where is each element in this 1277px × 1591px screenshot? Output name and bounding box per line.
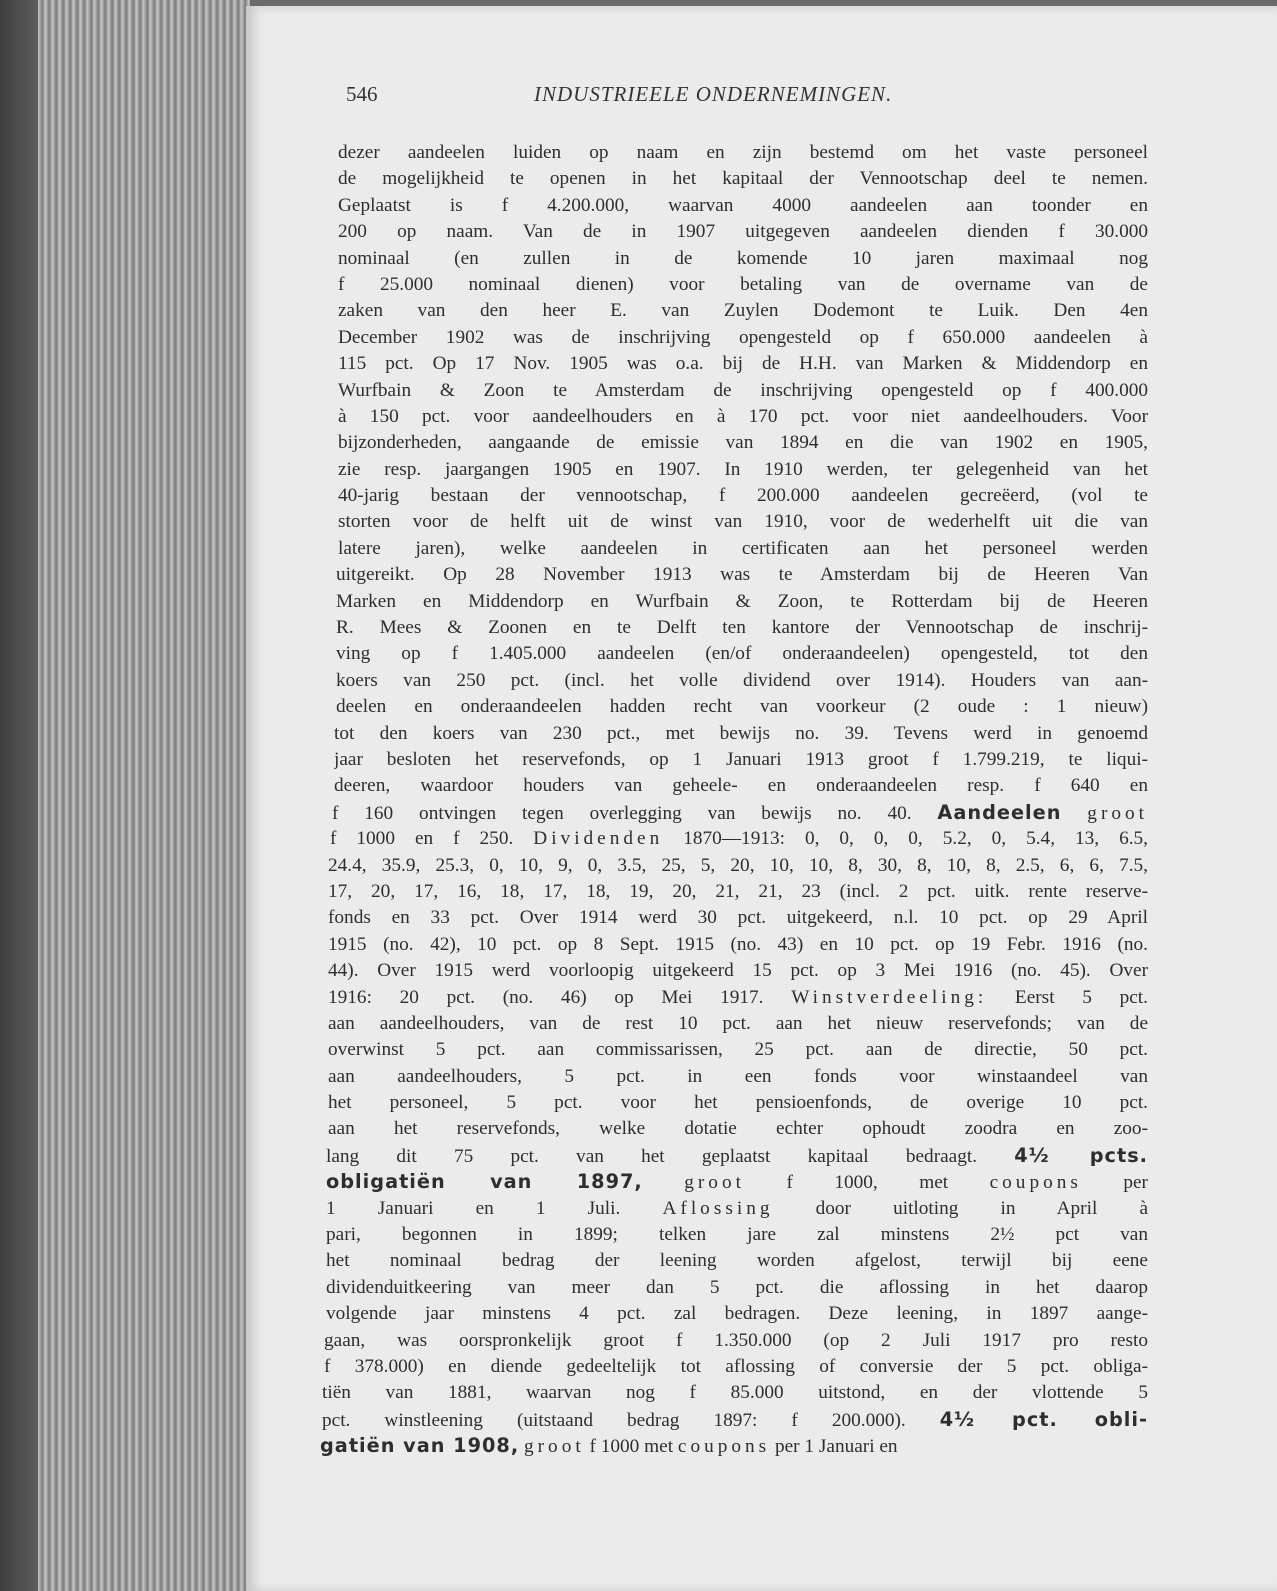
text-run: jaar besloten het reservefonds, op 1 Januari 1913 groot f 1.799.219, te liqui- bbox=[334, 748, 1148, 770]
text-run: 17, 20, 17, 16, 18, 17, 18, 19, 20, 21, 21, 23 (incl. 2 pct. uitk. rente reserve- bbox=[328, 880, 1148, 902]
text-line bbox=[338, 536, 1148, 562]
running-title: INDUSTRIEELE ONDERNEMINGEN. bbox=[534, 82, 893, 106]
text-run: Geplaatst is f 4.200.000, waarvan 4000 aandeelen aan toonder en bbox=[338, 194, 1148, 216]
text-line bbox=[338, 140, 1148, 166]
text-line bbox=[328, 958, 1148, 984]
page-number: 546 bbox=[346, 82, 378, 106]
text-run: f 378.000) en diende gedeeltelijk tot aflossing of conversie der 5 pct. obliga- bbox=[324, 1355, 1148, 1377]
text-line bbox=[338, 457, 1148, 483]
spaced-term: Aflossing bbox=[662, 1197, 774, 1219]
text-run: f 1000, met bbox=[744, 1172, 990, 1194]
spaced-term: groot bbox=[684, 1172, 745, 1194]
text-line bbox=[338, 404, 1148, 430]
book-spine-shadow bbox=[0, 0, 38, 1591]
text-line bbox=[338, 166, 1148, 192]
spaced-term: groot bbox=[524, 1436, 585, 1458]
text-run: zie resp. jaargangen 1905 en 1907. In 1910 werden, ter gelegenheid van het bbox=[338, 458, 1148, 480]
text-run: bijzonderheden, aangaande de emissie van 1894 en die van 1902 en 1905, bbox=[338, 432, 1148, 454]
text-line bbox=[338, 325, 1148, 351]
text-run: dividenduitkeering van meer dan 5 pct. die aflossing in het daarop bbox=[326, 1276, 1148, 1298]
text-run: dezer aandeelen luiden op naam en zijn bestemd om het vaste personeel bbox=[338, 142, 1148, 163]
text-run: de mogelijkheid te openen in het kapitaal der Vennootschap deel te nemen. bbox=[338, 168, 1148, 190]
text-run: f 1000 en f 250. bbox=[330, 828, 534, 850]
text-run: f 1000 met bbox=[584, 1436, 678, 1458]
text-run: 1915 (no. 42), 10 pct. op 8 Sept. 1915 (no. 43) en 10 pct. op 19 Febr. 1916 (no. bbox=[328, 933, 1148, 955]
text-run: 24.4, 35.9, 25.3, 0, 10, 9, 0, 3.5, 25, 5, 20, 10, 10, 8, 30, 8, 10, 8, 2.5, 6, 6, 7.5, bbox=[328, 854, 1148, 876]
text-line bbox=[336, 668, 1148, 694]
text-line bbox=[328, 853, 1148, 879]
spaced-term: coupons bbox=[677, 1436, 771, 1458]
text-run: het nominaal bedrag der leening worden afgelost, terwijl bij eene bbox=[326, 1250, 1148, 1272]
text-line bbox=[326, 1222, 1148, 1248]
text-line bbox=[324, 1354, 1148, 1380]
text-line bbox=[328, 1064, 1148, 1090]
text-line bbox=[338, 378, 1148, 404]
text-line bbox=[320, 1433, 1148, 1459]
text-line bbox=[338, 272, 1148, 298]
body-text bbox=[320, 140, 1148, 1460]
text-line bbox=[334, 747, 1148, 773]
text-run: f 25.000 nominaal dienen) voor betaling van de overname van de bbox=[338, 273, 1148, 295]
text-run: Wurfbain & Zoon te Amsterdam de inschrijving opengesteld op f 400.000 bbox=[338, 379, 1148, 401]
text-run: 1870—1913: 0, 0, 0, 0, 5.2, 0, 5.4, 13, 6.5, bbox=[663, 828, 1148, 850]
text-line bbox=[338, 219, 1148, 245]
text-line bbox=[328, 1116, 1148, 1142]
text-line bbox=[326, 1143, 1148, 1169]
text-run: latere jaren), welke aandeelen in certificaten aan het personeel werden bbox=[338, 537, 1148, 559]
text-run: 1 Januari en 1 Juli. bbox=[326, 1197, 663, 1219]
text-run: 44). Over 1915 werd voorloopig uitgekeerd 15 pct. op 3 Mei 1916 (no. 45). Over bbox=[328, 960, 1148, 982]
text-run: lang dit 75 pct. van het geplaatst kapitaal bedraagt. bbox=[326, 1145, 1015, 1167]
text-run: pari, begonnen in 1899; telken jare zal minstens 2½ pct van bbox=[326, 1224, 1148, 1246]
spaced-term: Winstverdeeling: bbox=[791, 986, 988, 1008]
text-line bbox=[330, 826, 1148, 852]
text-run: December 1902 was de inschrijving opengesteld op f 650.000 aandeelen à bbox=[338, 326, 1148, 348]
text-run: fonds en 33 pct. Over 1914 werd 30 pct. uitgekeerd, n.l. 10 pct. op 29 April bbox=[328, 907, 1148, 929]
text-line bbox=[328, 1037, 1148, 1063]
text-line bbox=[328, 985, 1148, 1011]
spaced-term: coupons bbox=[989, 1172, 1082, 1194]
spaced-term: Dividenden bbox=[533, 828, 664, 850]
text-run: koers van 250 pct. (incl. het volle dividend over 1914). Houders van aan- bbox=[336, 669, 1148, 691]
text-run: het personeel, 5 pct. voor het pensioenfonds, de overige 10 pct. bbox=[328, 1092, 1148, 1114]
text-line bbox=[336, 615, 1148, 641]
text-line bbox=[326, 1275, 1148, 1301]
bold-heading-run: 4½ pcts. bbox=[1014, 1143, 1148, 1167]
text-run: pct. winstleening (uitstaand bedrag 1897: f 200.000). bbox=[322, 1409, 940, 1431]
text-run: volgende jaar minstens 4 pct. zal bedragen. Deze leening, in 1897 aange- bbox=[326, 1303, 1148, 1325]
text-run: tiën van 1881, waarvan nog f 85.000 uitstond, en der vlottende 5 bbox=[322, 1382, 1148, 1404]
text-run: 1916: 20 pct. (no. 46) op Mei 1917. bbox=[328, 986, 792, 1008]
text-run: gaan, was oorspronkelijk groot f 1.350.000 (op 2 Juli 1917 pro resto bbox=[324, 1329, 1148, 1351]
text-line bbox=[328, 879, 1148, 905]
text-line bbox=[324, 1328, 1148, 1354]
text-line bbox=[328, 932, 1148, 958]
text-line bbox=[322, 1380, 1148, 1406]
text-run bbox=[1061, 803, 1087, 824]
page-header bbox=[346, 82, 996, 112]
text-run: per bbox=[1081, 1172, 1148, 1194]
text-run bbox=[643, 1172, 684, 1193]
bold-heading-run: obligatiën van 1897, bbox=[326, 1170, 643, 1194]
text-line bbox=[334, 721, 1148, 747]
bold-heading-run: 4½ pct. obli- bbox=[939, 1407, 1148, 1431]
text-run: à 150 pct. voor aandeelhouders en à 170 pct. voor niet aandeelhouders. Voor bbox=[338, 405, 1148, 427]
text-line bbox=[328, 1090, 1148, 1116]
text-line bbox=[338, 483, 1148, 509]
text-run: 40-jarig bestaan der vennootschap, f 200.000 aandeelen gecreëerd, (vol te bbox=[338, 485, 1148, 507]
text-line bbox=[322, 1407, 1148, 1433]
text-line bbox=[338, 351, 1148, 377]
text-line bbox=[326, 1169, 1148, 1195]
text-run: per 1 Januari en bbox=[770, 1436, 898, 1458]
text-run: zaken van den heer E. van Zuylen Dodemont te Luik. Den 4en bbox=[338, 300, 1148, 322]
text-run: deelen en onderaandeelen hadden recht van voorkeur (2 oude : 1 nieuw) bbox=[336, 696, 1148, 718]
text-line bbox=[338, 193, 1148, 219]
text-run: R. Mees & Zoonen en te Delft ten kantore der Vennootschap de inschrij- bbox=[336, 617, 1148, 639]
text-run: aan aandeelhouders, 5 pct. in een fonds voor winstaandeel van bbox=[328, 1065, 1148, 1087]
text-line bbox=[326, 1301, 1148, 1327]
text-run: overwinst 5 pct. aan commissarissen, 25 pct. aan de directie, 50 pct. bbox=[328, 1039, 1148, 1061]
text-line bbox=[328, 1011, 1148, 1037]
text-line bbox=[336, 694, 1148, 720]
text-run: deeren, waardoor houders van geheele- en onderaandeelen resp. f 640 en bbox=[334, 775, 1148, 797]
bold-heading-run: Aandeelen bbox=[937, 800, 1062, 824]
text-run: uitgereikt. Op 28 November 1913 was te Amsterdam bij de Heeren Van bbox=[336, 564, 1148, 586]
text-line bbox=[326, 1196, 1148, 1222]
text-run: Marken en Middendorp en Wurfbain & Zoon, te Rotterdam bij de Heeren bbox=[336, 590, 1148, 612]
text-run: aan het reservefonds, welke dotatie echter ophoudt zoodra en zoo- bbox=[328, 1118, 1148, 1140]
text-run: 115 pct. Op 17 Nov. 1905 was o.a. bij de H.H. van Marken & Middendorp en bbox=[338, 353, 1148, 375]
book-page bbox=[246, 6, 1277, 1591]
bold-heading-run: gatiën van 1908, bbox=[320, 1434, 520, 1458]
text-line bbox=[338, 298, 1148, 324]
text-run: door uitloting in April à bbox=[773, 1197, 1148, 1219]
text-line bbox=[338, 509, 1148, 535]
text-line bbox=[334, 773, 1148, 799]
text-run: storten voor de helft uit de winst van 1910, voor de wederhelft uit die van bbox=[338, 511, 1148, 533]
text-run: 200 op naam. Van de in 1907 uitgegeven aandeelen dienden f 30.000 bbox=[338, 221, 1148, 243]
text-line bbox=[336, 641, 1148, 667]
text-run: tot den koers van 230 pct., met bewijs no. 39. Tevens werd in genoemd bbox=[334, 722, 1148, 744]
text-run: f 160 ontvingen tegen overlegging van bewijs no. 40. bbox=[332, 802, 938, 824]
text-line bbox=[338, 246, 1148, 272]
text-run: aan aandeelhouders, van de rest 10 pct. aan het nieuw reservefonds; van de bbox=[328, 1012, 1148, 1034]
text-line bbox=[328, 905, 1148, 931]
text-line bbox=[336, 562, 1148, 588]
text-run: ving op f 1.405.000 aandeelen (en/of onderaandeelen) opengesteld, tot den bbox=[336, 643, 1148, 665]
text-run: Eerst 5 pct. bbox=[987, 986, 1148, 1008]
text-line bbox=[326, 1248, 1148, 1274]
text-line bbox=[332, 800, 1148, 826]
text-line bbox=[338, 430, 1148, 456]
text-line bbox=[336, 589, 1148, 615]
spaced-term: groot bbox=[1087, 802, 1148, 824]
text-run: nominaal (en zullen in de komende 10 jaren maximaal nog bbox=[338, 247, 1148, 269]
